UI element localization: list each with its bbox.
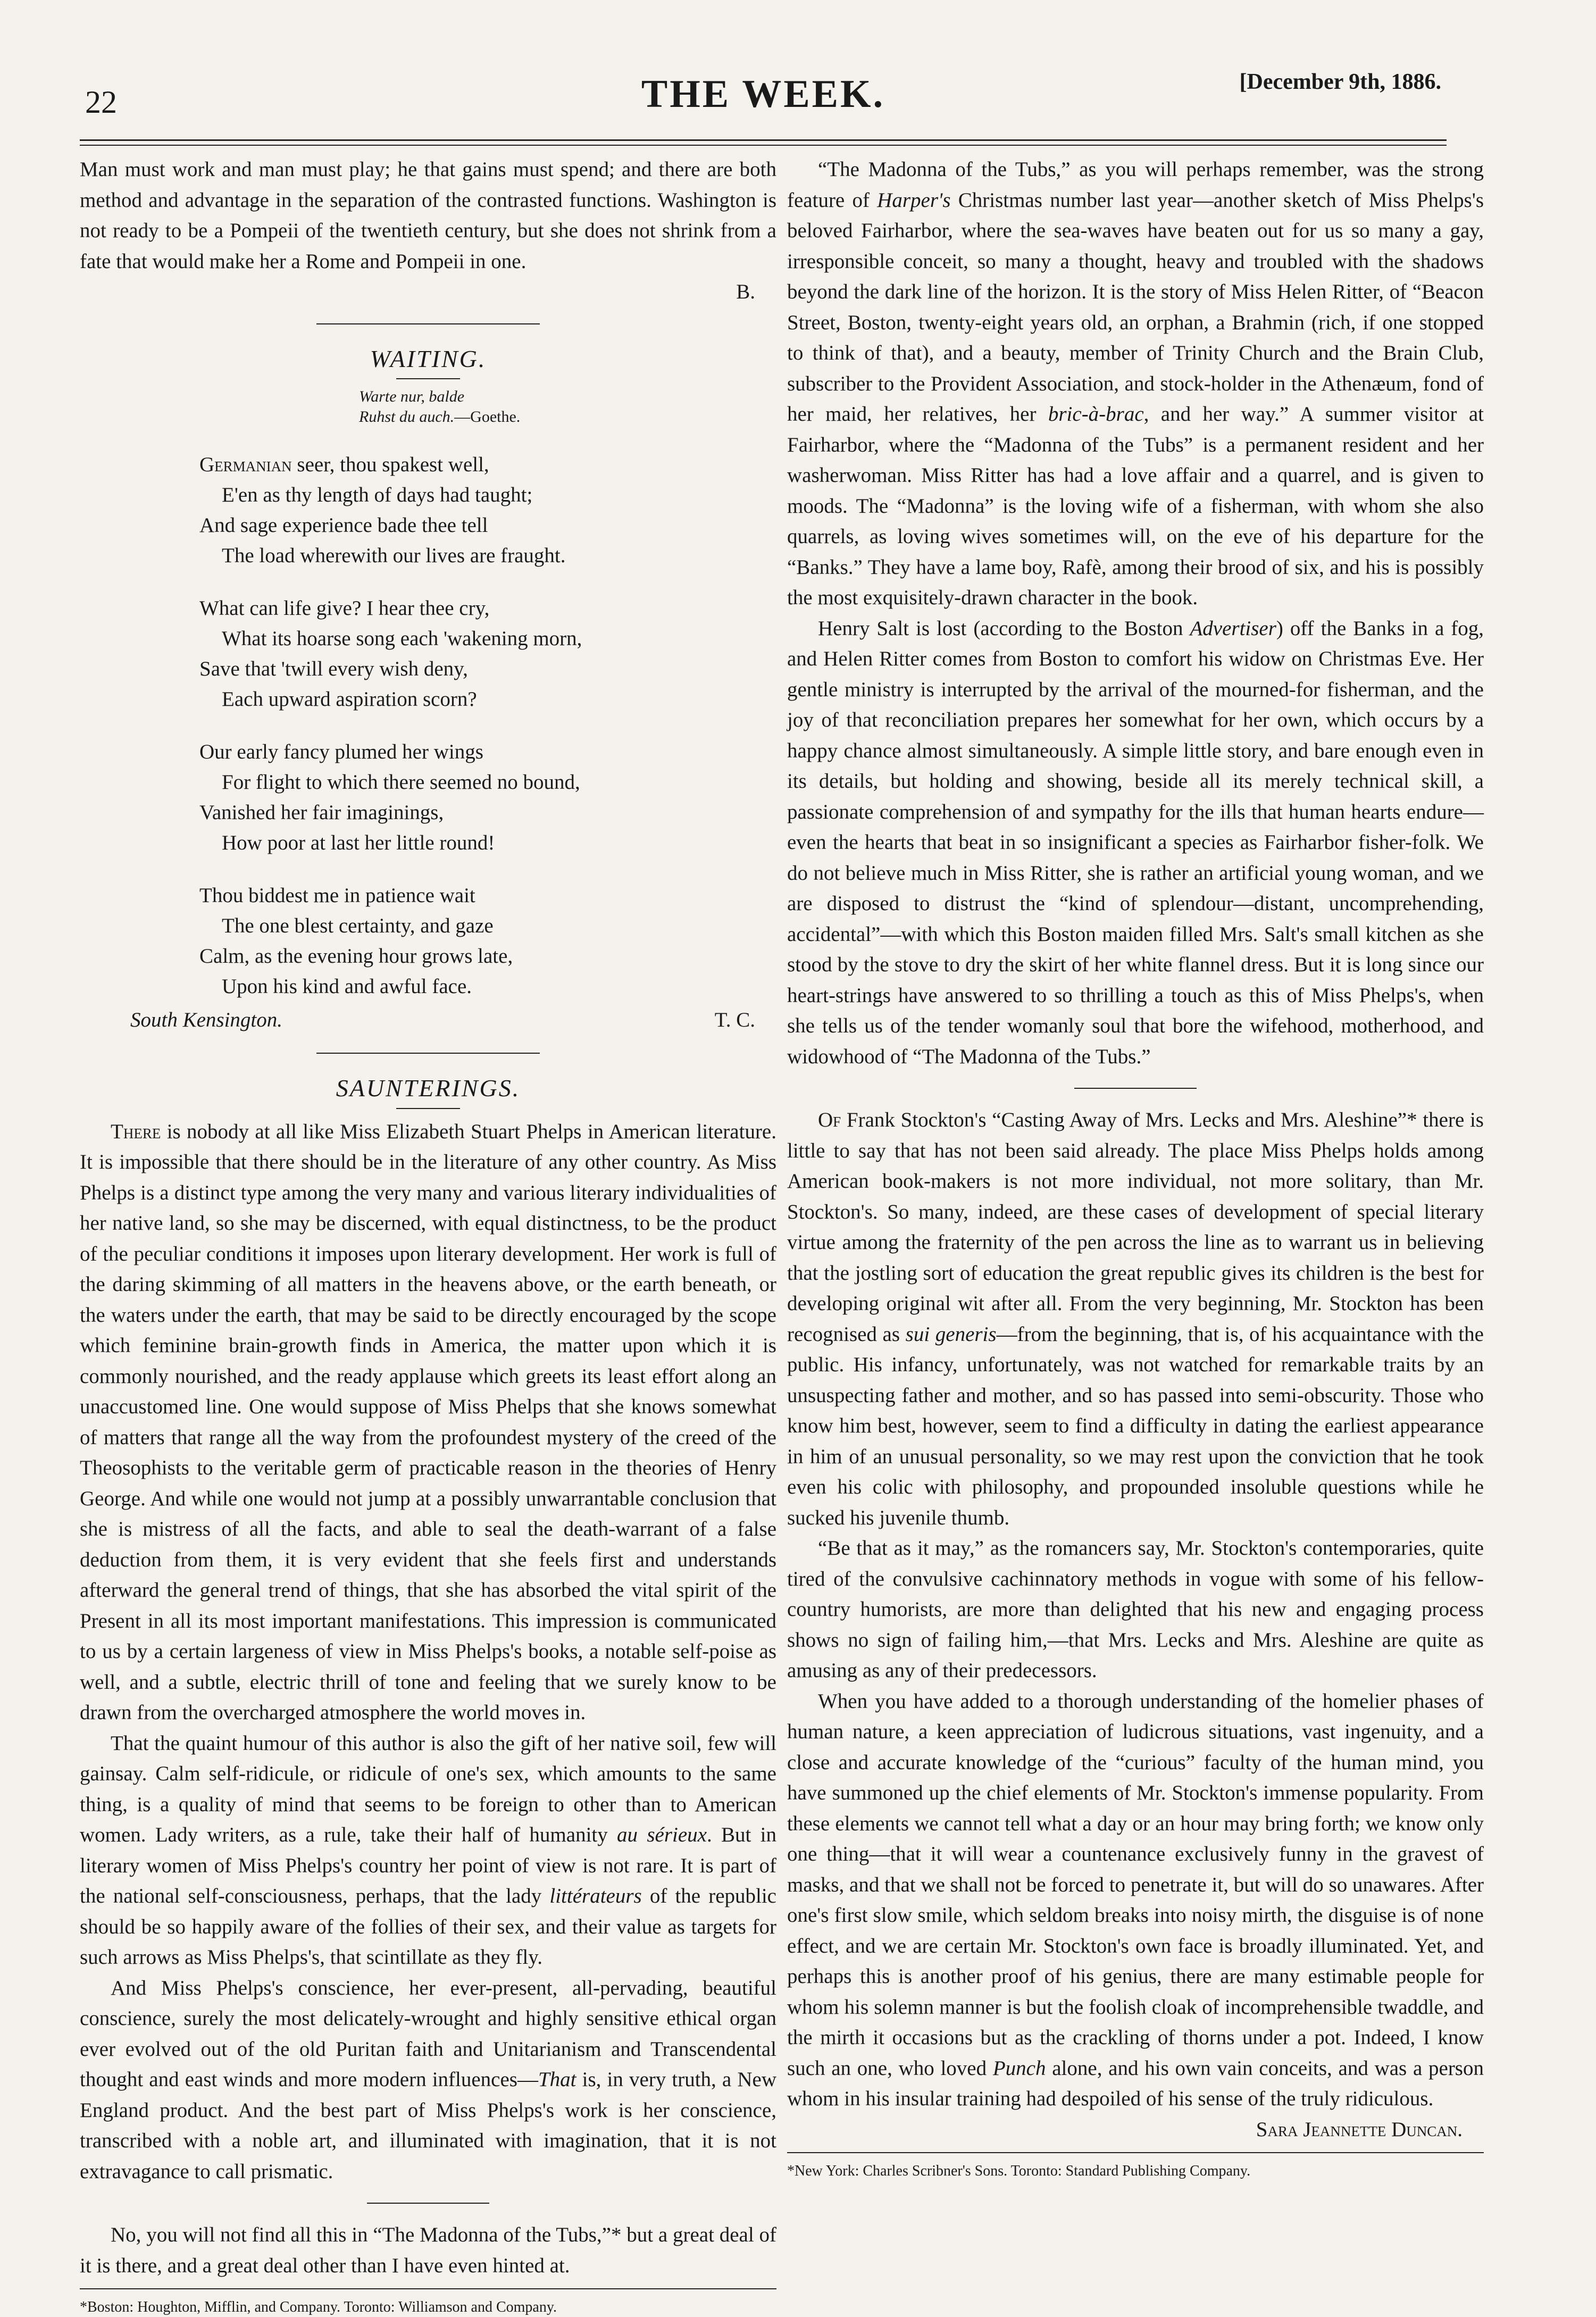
page-number: 22 (85, 85, 117, 120)
article-paragraph (787, 613, 1484, 1072)
poem-line: And sage experience bade thee tell (199, 514, 488, 537)
poem-stanza (199, 593, 776, 714)
italic-text: littérateurs (549, 1885, 642, 1907)
poem-initials: T. C. (714, 1009, 755, 1031)
article-paragraph (80, 1728, 776, 1973)
footnote: *Boston: Houghton, Mifflin, and Company. Toronto: Williamson and Company. (80, 2288, 776, 2317)
author-signature: Sara Jeannette Duncan. (1256, 2118, 1463, 2141)
epigraph-line: Warte nur, balde (359, 388, 465, 405)
article-paragraph (787, 1686, 1484, 2114)
poem-title: WAITING. (370, 345, 487, 372)
poem-epigraph (359, 387, 776, 427)
drop-word: There (111, 1120, 161, 1143)
poem-stanza (199, 737, 776, 858)
poem-place: South Kensington. (130, 1009, 283, 1031)
section-divider (316, 1053, 540, 1054)
poem-line: What its hoarse song each 'wakening morn, (222, 627, 582, 650)
paragraph-divider (1074, 1088, 1197, 1089)
epigraph-attribution: —Goethe. (454, 408, 521, 426)
paragraph-text: —from the beginning, that is, of his acquaintance with the public. His infancy, unfortunately, was not watched for remarkable traits by an unsuspecting father and mother, and so has passed into semi-obscurity. Those who know him best, however, seem to find a difficulty in dating the earliest appearance in him of an unusual personality, so we may rest upon the conviction that he took even his colic with philosophy, and propounded insoluble questions while he sucked his juvenile thumb. (787, 1322, 1484, 1529)
article-paragraph: No, you will not find all this in “The Madonna of the Tubs,”* but a great deal of it is there, and a great deal other than I have even hinted at. (80, 2223, 776, 2277)
paragraph-text: Frank Stockton's “Casting Away of Mrs. Lecks and Mrs. Aleshine”* there is little to say that has not been said already. The place Miss Phelps holds among American book-makers is not more individual, not more solitary, than Mr. Stockton's. So many, indeed, are these cases of development of special literary virtue among the fraternity of the pen across the line as to warrant us in believing that the jostling sort of education the great republic gives its children is the best for developing original wit after all. From the very beginning, Mr. Stockton has been recognised as (787, 1109, 1484, 1346)
italic-text: Advertiser (1190, 616, 1276, 640)
title-rule (396, 378, 460, 379)
article-paragraph (80, 1973, 776, 2187)
footnote: *New York: Charles Scribner's Sons. Toronto: Standard Publishing Company. (787, 2152, 1484, 2181)
poem-line: Vanished her fair imaginings, (199, 801, 444, 824)
article-paragraph: “Be that as it may,” as the romancers say, Mr. Stockton's contemporaries, quite tired of the convulsive cachinnatory methods in vogue with some of his fellow-country humorists, are more than delighted that his new and engaging process shows no sign of failing him,—that Mrs. Lecks and Mrs. Aleshine are quite as amusing as any of their predecessors. (787, 1537, 1484, 1682)
poem-signoff (80, 1005, 776, 1037)
paragraph-text: alone, and his own vain conceits, and was a person whom in his insular training had despoiled of his sense of the truly ridiculous. (787, 2056, 1484, 2110)
paragraph-divider (367, 2203, 489, 2204)
paragraph-text: Christmas number last year—another sketch of Miss Phelps's beloved Fairharbor, where the sea-waves have beaten out for us so many a gay, irresponsible conceit, so many a thought, heavy and troubled with the shadows beyond the dark line of the horizon. It is the story of Miss Helen Ritter, of “Beacon Street, Boston, twenty-eight years old, an orphan, a Brahmin (rich, if one stopped to think of that), and a beauty, member of Trinity Church and the Brain Club, subscriber to the Provident Association, and stock-holder in the Athenæum, fond of her maid, her relatives, her (787, 188, 1484, 426)
poem-line: seer, thou spakest well, (291, 453, 489, 476)
italic-text: au sérieux (617, 1823, 707, 1846)
poem-line: Calm, as the evening hour grows late, (199, 945, 513, 968)
italic-text: Punch (992, 2056, 1046, 2080)
left-column (80, 154, 776, 2317)
paragraph-text: is, in very truth, a New England product. And the best part of Miss Phelps's work is her conscience, transcribed with a noble art, and illuminated with imagination, that it is not extravagance to call prismatic. (80, 2068, 776, 2183)
intro-paragraph: Man must work and man must play; he that gains must spend; and there are both method and advantage in the separation of the contrasted functions. Washington is not ready to be a Pompeii of the twentieth century, but she does not shrink from a fate that would make her a Rome and Pompeii in one. (80, 158, 776, 273)
poem-line: Save that 'twill every wish deny, (199, 657, 468, 680)
italic-text: Harper's (877, 188, 951, 212)
poem-line: What can life give? I hear thee cry, (199, 597, 490, 620)
header-rule-thin (80, 145, 1447, 146)
italic-text: That (538, 2068, 576, 2091)
section-divider (316, 323, 540, 324)
paragraph-text: “The Madonna of the Tubs,” as you will perhaps remember, was the strong feature of (787, 158, 1484, 212)
poem-line: For flight to which there seemed no bound, (222, 771, 580, 794)
article-paragraph (787, 154, 1484, 613)
right-column (787, 154, 1484, 2181)
poem-stanza (199, 880, 776, 1002)
poem-line: E'en as thy length of days had taught; (222, 484, 533, 506)
poem-line: Upon his kind and awful face. (222, 975, 472, 998)
page-header (80, 69, 1447, 122)
masthead-title: THE WEEK. (641, 72, 885, 116)
paragraph-text: is nobody at all like Miss Elizabeth Stuart Phelps in American literature. It is impossible that there should be in the literature of any other country. As Miss Phelps is a distinct type among the very many and various literary individualities of her native land, so she may be discerned, with equal distinctness, to be the product of the peculiar conditions it imposes upon literary development. Her work is full of the daring skimming of all matters in the heavens above, or the earth beneath, or the waters under the earth, that may be said to be directly encouraged by the scope which feminine brain-growth finds in America, the matter upon which it is commonly nourished, and the ready applause which greets its least effort along an unaccustomed line. One would suppose of Miss Phelps that she knows somewhat of matters that range all the way from the profoundest mystery of the creed of the Theosophists to the veritable germ of practicable reason in the theories of Henry George. And while one would not jump at a possibly unwarrantable conclusion that she is mistress of all the facts, and able to seal the death-warrant of a false deduction from them, it is very evident that she feels first and understands afterward the general trend of things, that she has absorbed the vital spirit of the Present in all its most important manifestations. This impression is communicated to us by a certain largeness of view in Miss Phelps's books, a notable self-poise as well, and a subtle, electric thrill of tone and feeling that we surely know to be drawn from the overcharged atmosphere the world moves in. (80, 1120, 776, 1724)
italic-text: sui generis (905, 1322, 997, 1346)
title-rule (396, 1108, 460, 1109)
article-paragraph (787, 1105, 1484, 1533)
poem-line-start: Germanian (199, 453, 292, 476)
paragraph-text: , and her way.” A summer visitor at Fairharbor, where the “Madonna of the Tubs” is a permanent resident and her washerwoman. Miss Ritter has had a love affair and a quarrel, and is given to moods. The “Madonna” is the loving wife of a fisherman, with whom she also quarrels, as loving wives sometimes will, on the eve of his departure for the “Banks.” They have a lame boy, Rafè, among their brood of six, and his is possibly the most exquisitely-drawn character in the book. (787, 403, 1484, 609)
header-rule (80, 139, 1447, 141)
paragraph-text: of the republic should be so happily aware of the follies of their sex, and their value as targets for such arrows as Miss Phelps's, that scintillate as they fly. (80, 1885, 776, 1969)
poem-line: How poor at last her little round! (222, 831, 495, 854)
poem-line: Thou biddest me in patience wait (199, 884, 475, 907)
article-paragraph (80, 1116, 776, 1728)
poem-line: The one blest certainty, and gaze (222, 914, 494, 937)
poem-line: Each upward aspiration scorn? (222, 688, 477, 711)
paragraph-text: That the quaint humour of this author is also the gift of her native soil, few will gainsay. Calm self-ridicule, or ridicule of one's sex, which amounts to the same thing, is a quality of mind that seems to be foreign to other than to American women. Lady writers, as a rule, take their half of humanity (80, 1731, 776, 1846)
saunterings-title: SAUNTERINGS. (336, 1074, 521, 1102)
poem-stanza (199, 449, 776, 571)
drop-word: Of (818, 1109, 841, 1131)
poem-line: Our early fancy plumed her wings (199, 740, 483, 763)
poem-line: The load wherewith our lives are fraught. (222, 544, 566, 567)
paragraph-text: When you have added to a thorough understanding of the homelier phases of human nature, a keen appreciation of ludicrous situations, vast ingenuity, and a close and accurate knowledge of the “curious” faculty of the human mind, you have summoned up the chief elements of Mr. Stockton's immense popularity. From these elements we cannot tell what a day or an hour may bring forth; we know only one thing—that it will wear a countenance exclusively funny in the gravest of masks, and that we shall not be forced to penetrate it, but will do so unawares. After one's first slow smile, which seldom breaks into noisy mirth, the disguise is of none effect, and we are certain Mr. Stockton's own face is broadly illuminated. Yet, and perhaps this is another proof of his genius, there are many estimable people for whom his solemn manner is but the foolish cloak of incomprehensible twaddle, and the mirth it occasions but as the crackling of thorns under a pot. Indeed, I know such an one, who loved (787, 1689, 1484, 2080)
issue-date: [December 9th, 1886. (1239, 70, 1441, 94)
paragraph-text: ) off the Banks in a fog, and Helen Ritter comes from Boston to comfort his widow on Christmas Eve. Her gentle ministry is interrupted by the arrival of the mourned-for fisherman, and the joy of that reconciliation prepares her somewhat for her own, which occurs by a happy chance almost simultaneously. A simple little story, and bare enough even in its details, but holding and showing, beside all its merely technical skill, a passionate comprehension of and sympathy for the ills that human hearts endure—even the hearts that beat in so insignificant a species as Fairharbor fisher-folk. We do not believe much in Miss Ritter, she is rather an artificial young woman, and we are disposed to distrust the “kind of splendour—distant, uncomprehending, accidental”—with which this Boston maiden filled Mrs. Salt's small kitchen as she stood by the stove to dry the skirt of her white flannel dress. But it is long since our heart-strings have answered to so thrilling a touch as this of Miss Phelps's, when she tells us of the tender womanly soul that bore the wifehood, motherhood, and widowhood of “The Madonna of the Tubs.” (787, 616, 1484, 1068)
intro-signature: B. (736, 280, 755, 303)
paragraph-text: And Miss Phelps's conscience, her ever-present, all-pervading, beautiful conscience, surely the most delicately-wrought and highly sensitive ethical organ ever evolved out of the old Puritan faith and Unitarianism and Transcendental thought and east winds and more modern influences— (80, 1976, 776, 2091)
italic-text: bric-à-brac (1048, 403, 1144, 426)
paragraph-text: . But in literary women of Miss Phelps's country her point of view is not rare. It is part of the national self-consciousness, perhaps, that the lady (80, 1823, 776, 1907)
paragraph-text: Henry Salt is lost (according to the Boston (818, 616, 1190, 640)
epigraph-line: Ruhst du auch. (359, 408, 455, 426)
